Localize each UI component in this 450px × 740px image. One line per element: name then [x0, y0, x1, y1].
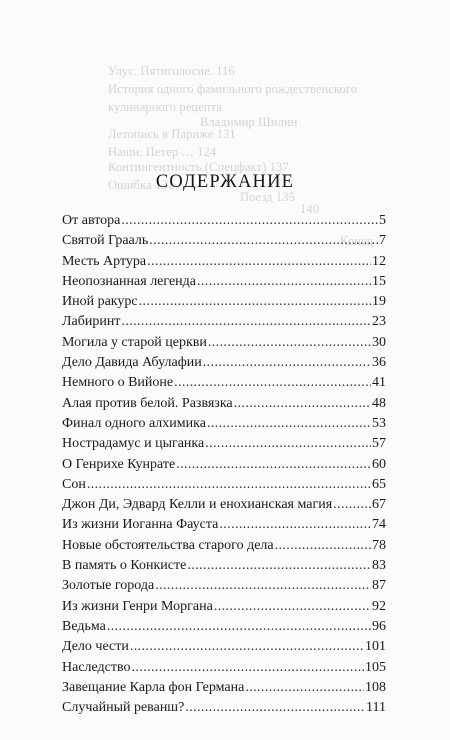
- toc-entry: [62, 394, 386, 414]
- toc-leader-dots: [219, 515, 371, 535]
- toc-leader-dots: [185, 698, 365, 718]
- bleed-line: Конец: [340, 234, 374, 248]
- toc-entry-page: 19: [372, 294, 386, 310]
- toc-entry-page: 15: [372, 273, 386, 289]
- bleed-line: Контингентность (Спецфакт) 137: [108, 160, 289, 174]
- toc-entry-page: 65: [372, 476, 386, 492]
- toc-entry: [62, 231, 386, 251]
- toc-entry: [62, 312, 386, 332]
- toc-entry-title: Алая против белой. Развязка: [62, 395, 233, 411]
- toc-leader-dots: [176, 455, 371, 475]
- toc-entry: [62, 556, 386, 576]
- toc-entry-title: Золотые города: [62, 578, 155, 594]
- toc-entry-title: Из жизни Генри Моргана: [62, 598, 213, 614]
- toc-entry: [62, 414, 386, 434]
- toc-entry: [62, 515, 386, 535]
- toc-entry-page: 108: [365, 679, 386, 695]
- toc-leader-dots: [87, 475, 371, 495]
- toc-leader-dots: [149, 231, 378, 251]
- toc-entry: [62, 536, 386, 556]
- toc-entry-title: Джон Ди, Эдвард Келли и енохианская магия: [62, 497, 333, 513]
- toc-entry-page: 5: [379, 213, 386, 228]
- toc-entry: [62, 434, 386, 454]
- toc-entry-title: В память о Конкисте: [62, 558, 187, 574]
- toc-leader-dots: [205, 434, 371, 454]
- bleed-line: Владимир Шилин: [200, 115, 298, 129]
- toc-entry-title: Случайный реванш?: [62, 700, 185, 716]
- toc-entry: [62, 333, 386, 353]
- toc-entry-title: Финал одного алхимика: [62, 415, 206, 431]
- bleed-line: кулинарного рецепта: [108, 100, 222, 114]
- bleed-line: Поезд 135: [240, 190, 295, 204]
- toc-entry: [62, 597, 386, 617]
- toc-leader-dots: [187, 556, 371, 576]
- toc-entry: [62, 678, 386, 698]
- toc-entry: [62, 292, 386, 312]
- toc-entry: [62, 576, 386, 596]
- toc-entry-page: 67: [372, 497, 386, 513]
- toc-entry-title: О Генрихе Кунрате: [62, 456, 176, 472]
- toc-entry-title: Иной ракурс: [62, 294, 138, 310]
- toc-entry-page: 87: [372, 578, 386, 594]
- toc-entry-title: Из жизни Иоганна Фауста: [62, 517, 219, 533]
- toc-entry-title: Наследство: [62, 659, 131, 675]
- bleed-line: 140: [300, 202, 320, 216]
- toc-entry: [62, 475, 386, 495]
- toc-leader-dots: [207, 414, 371, 434]
- toc-entry: [62, 252, 386, 272]
- toc-entry-page: 7: [379, 233, 386, 249]
- toc-entry-page: 96: [372, 618, 386, 634]
- toc-leader-dots: [203, 353, 371, 373]
- toc-entry: [62, 272, 386, 292]
- toc-entry-page: 92: [372, 598, 386, 614]
- toc-entry-page: 111: [366, 700, 386, 716]
- toc-leader-dots: [234, 394, 371, 414]
- toc-entry-page: 105: [365, 659, 386, 675]
- toc-entry: [62, 617, 386, 637]
- toc-leader-dots: [139, 292, 371, 312]
- toc-entry-title: Могила у старой церкви: [62, 334, 207, 350]
- bleed-line: Ошибка 131: [108, 178, 175, 192]
- toc-entry-title: Неопознанная легенда: [62, 273, 196, 289]
- toc-leader-dots: [107, 617, 371, 637]
- toc-entry-title: От автора: [62, 213, 121, 228]
- toc-entry: [62, 353, 386, 373]
- toc-entry: [62, 373, 386, 393]
- toc-entry: [62, 495, 386, 515]
- toc-leader-dots: [197, 272, 371, 292]
- toc-entry-page: 60: [372, 456, 386, 472]
- toc-leader-dots: [245, 678, 364, 698]
- toc-entry-page: 41: [372, 375, 386, 391]
- toc-leader-dots: [333, 495, 371, 515]
- toc-entry-title: Святой Грааль: [62, 233, 149, 249]
- toc-entry: [62, 211, 386, 231]
- toc-entry-page: 36: [372, 355, 386, 371]
- toc-entry-title: Дело чести: [62, 639, 129, 655]
- bleed-line: Улус. Пятиголосие. 116: [108, 64, 235, 78]
- table-of-contents: [62, 211, 386, 718]
- toc-entry-title: Ведьма: [62, 618, 106, 634]
- bleed-line: Летопись в Париже 131: [108, 127, 236, 141]
- toc-entry-title: Новые обстоятельства старого дела: [62, 537, 274, 553]
- toc-entry-page: 83: [372, 558, 386, 574]
- toc-entry-title: Нострадамус и цыганка: [62, 436, 205, 452]
- toc-entry-page: 78: [372, 537, 386, 553]
- toc-leader-dots: [121, 312, 371, 332]
- toc-entry-page: 23: [372, 314, 386, 330]
- toc-entry-title: Завещание Карла фон Германа: [62, 679, 245, 695]
- toc-entry-page: 48: [372, 395, 386, 411]
- toc-leader-dots: [130, 637, 364, 657]
- toc-entry-title: Месть Артура: [62, 253, 147, 269]
- toc-leader-dots: [208, 333, 371, 353]
- toc-entry-page: 74: [372, 517, 386, 533]
- toc-entry-page: 57: [372, 436, 386, 452]
- toc-entry: [62, 698, 386, 718]
- page-title: СОДЕРЖАНИЕ: [155, 172, 295, 192]
- toc-leader-dots: [275, 536, 371, 556]
- toc-entry-page: 30: [372, 334, 386, 350]
- toc-entry: [62, 455, 386, 475]
- toc-leader-dots: [214, 597, 371, 617]
- toc-entry-page: 101: [365, 639, 386, 655]
- toc-entry-page: 12: [372, 253, 386, 269]
- toc-leader-dots: [121, 211, 378, 231]
- bleed-line: Наши, Петер … 124: [108, 145, 217, 159]
- toc-leader-dots: [132, 658, 364, 678]
- toc-entry-page: 53: [372, 415, 386, 431]
- bleed-line: История одного фамильного рождественского: [108, 82, 358, 96]
- toc-entry: [62, 637, 386, 657]
- toc-leader-dots: [155, 576, 371, 596]
- toc-entry-title: Немного о Вийоне: [62, 375, 174, 391]
- toc-entry-title: Сон: [62, 476, 86, 492]
- toc-leader-dots: [147, 252, 371, 272]
- toc-entry: [62, 658, 386, 678]
- toc-entry-title: Дело Давида Абулафии: [62, 355, 202, 371]
- toc-leader-dots: [174, 373, 371, 393]
- toc-entry-title: Лабиринт: [62, 314, 121, 330]
